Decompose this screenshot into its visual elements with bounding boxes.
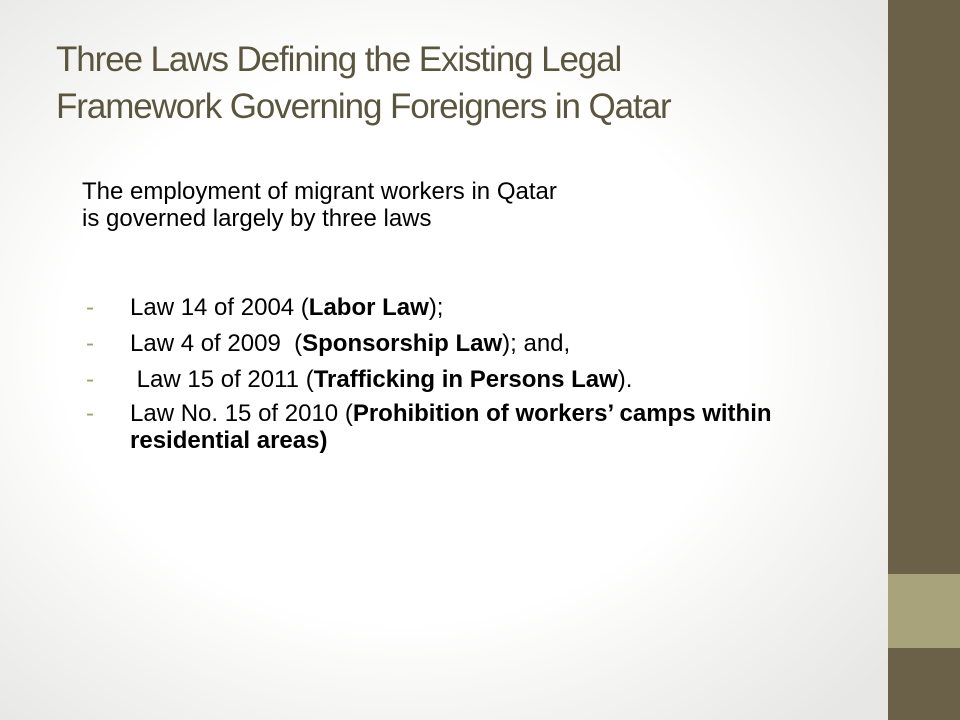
bullet-dash: - <box>86 366 94 393</box>
decorative-sidebar <box>888 0 960 720</box>
sidebar-segment-bottom <box>888 648 960 720</box>
bullet-dash: - <box>86 330 94 357</box>
law-prefix: Law No. 15 of 2010 ( <box>130 400 353 427</box>
intro-paragraph <box>82 178 782 232</box>
law-name: Sponsorship Law <box>302 330 503 357</box>
law-suffix: ); <box>428 294 444 321</box>
law-prefix: Law 14 of 2004 ( <box>130 294 309 321</box>
law-suffix: ); and, <box>502 330 571 357</box>
law-item-sponsorship <box>82 330 782 357</box>
title-line-1: Three Laws Defining the Existing Legal <box>56 40 622 79</box>
law-suffix: ). <box>617 366 633 393</box>
sidebar-segment-top <box>888 0 960 574</box>
bullet-dash: - <box>86 400 94 427</box>
intro-line-1: The employment of migrant workers in Qatar <box>82 178 557 205</box>
law-prefix: Law 4 of 2009 ( <box>130 330 303 357</box>
law-item-camps <box>82 400 782 454</box>
slide-body <box>82 178 782 454</box>
title-line-2: Framework Governing Foreigners in Qatar <box>56 87 671 126</box>
law-prefix: Law 15 of 2011 ( <box>130 366 314 393</box>
sidebar-segment-accent <box>888 574 960 648</box>
law-name: Prohibition of workers’ camps within residential areas) <box>130 400 772 454</box>
intro-line-2: is governed largely by three laws <box>82 205 432 232</box>
bullet-dash: - <box>86 294 94 321</box>
law-name: Labor Law <box>308 294 429 321</box>
law-name: Trafficking in Persons Law <box>313 366 618 393</box>
laws-list <box>82 294 782 463</box>
law-item-trafficking <box>82 366 782 393</box>
law-item-labor <box>82 294 782 321</box>
slide-title <box>56 36 856 130</box>
